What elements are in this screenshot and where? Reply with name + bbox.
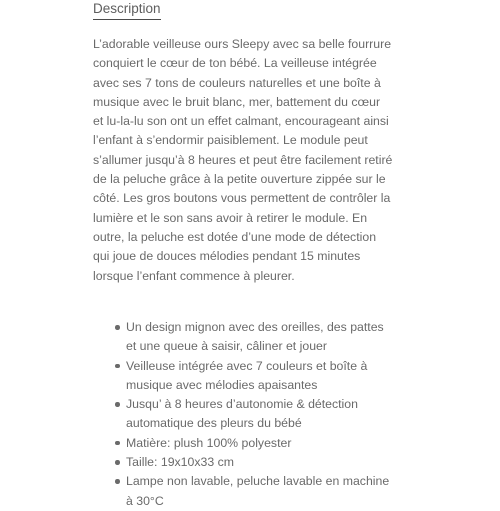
feature-item [93, 318, 393, 357]
feature-text: Lampe non lavable, peluche lavable en machine à 30°C [126, 474, 390, 508]
tab-description[interactable]: Description [93, 0, 161, 20]
feature-list [93, 318, 393, 511]
bullet-icon [115, 364, 120, 369]
bullet-icon [115, 402, 120, 407]
description-paragraph: L’adorable veilleuse ours Sleepy avec sa belle fourrure conquiert le cœur de ton bébé. La veilleuse intégrée avec ses 7 tons de couleurs naturelles et une boîte à musique avec le bruit blanc, mer, battement du cœur et lu-la-lu son ont un effet calmant, encourageant ainsi l’enfant à s’endormir paisiblement. Le module peut s’allumer jusqu’à 8 heures et peut être facilement retiré de la peluche grâce à la petite ouverture zippée sur le côté. Les gros boutons vous permettent de contrôler la lumière et le son sans avoir à retirer le module. En outre, la peluche est dotée d’une mode de détection qui joue de douces mélodies pendant 15 minutes lorsque l’enfant commence à pleurer. [93, 37, 393, 283]
feature-item [93, 472, 393, 511]
feature-text: Veilleuse intégrée avec 7 couleurs et boîte à musique avec mélodies apaisantes [126, 358, 368, 392]
feature-text: Jusqu’ à 8 heures d’autonomie & détection automatique des pleurs du bébé [126, 397, 358, 431]
feature-item [93, 395, 393, 434]
bullet-icon [115, 479, 120, 484]
feature-text: Matière: plush 100% polyester [126, 435, 292, 450]
feature-item [93, 357, 393, 396]
bullet-icon [115, 460, 120, 465]
tab-bar [93, 0, 161, 22]
feature-item [93, 434, 393, 453]
feature-text: Un design mignon avec des oreilles, des pattes et une queue à saisir, câliner et jouer [126, 320, 384, 354]
bullet-icon [115, 325, 120, 330]
description-panel [93, 35, 393, 286]
bullet-icon [115, 441, 120, 446]
feature-item [93, 453, 393, 472]
feature-text: Taille: 19x10x33 cm [126, 455, 234, 470]
